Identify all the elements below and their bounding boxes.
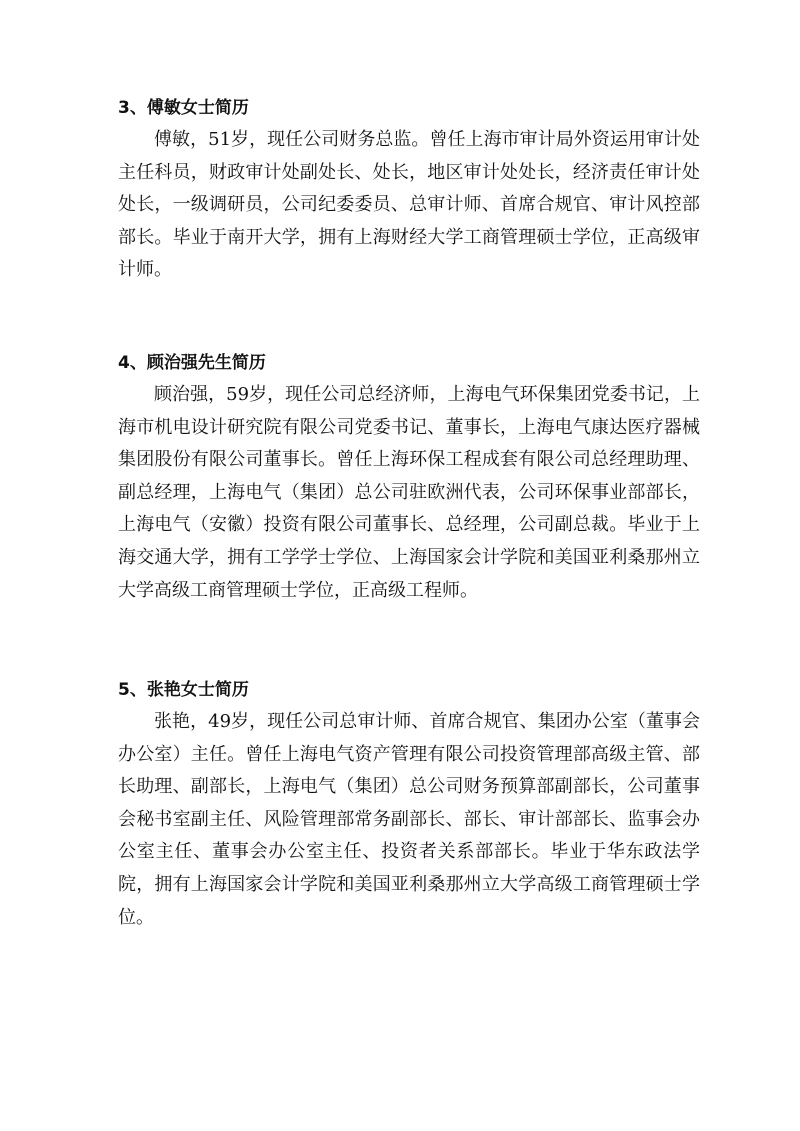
section-heading: 5、张艳女士简历 [118, 680, 249, 700]
section-heading: 4、顾治强先生简历 [118, 353, 266, 373]
document-page [118, 92, 700, 934]
section-heading: 3、傅敏女士简历 [118, 98, 249, 118]
section-body: 傅敏，51岁，现任公司财务总监。曾任上海市审计局外资运用审计处主任科员，财政审计处副处长、处长，地区审计处处长，经济责任审计处处长，一级调研员，公司纪委委员、总审计师、首席合规官、审计风控部部长。毕业于南开大学，拥有上海财经大学工商管理硕士学位，正高级审计师。 [118, 129, 700, 281]
resume-section-fu-min [118, 92, 700, 347]
resume-section-gu-zhiqiang [118, 347, 700, 674]
section-body: 张艳，49岁，现任公司总审计师、首席合规官、集团办公室（董事会办公室）主任。曾任上海电气资产管理有限公司投资管理部高级主管、部长助理、副部长，上海电气（集团）总公司财务预算部副部长，公司董事会秘书室副主任、风险管理部常务副部长、部长、审计部部长、监事会办公室主任、董事会办公室主任、投资者关系部部长。毕业于华东政法学院，拥有上海国家会计学院和美国亚利桑那州立大学高级工商管理硕士学位。 [118, 711, 700, 928]
resume-section-zhang-yan [118, 674, 700, 934]
section-body: 顾治强，59岁，现任公司总经济师，上海电气环保集团党委书记，上海市机电设计研究院有限公司党委书记、董事长，上海电气康达医疗器械集团股份有限公司董事长。曾任上海环保工程成套有限公司总经理助理、副总经理，上海电气（集团）总公司驻欧洲代表，公司环保事业部部长，上海电气（安徽）投资有限公司董事长、总经理，公司副总裁。毕业于上海交通大学，拥有工学学士学位、上海国家会计学院和美国亚利桑那州立大学高级工商管理硕士学位，正高级工程师。 [118, 384, 700, 601]
